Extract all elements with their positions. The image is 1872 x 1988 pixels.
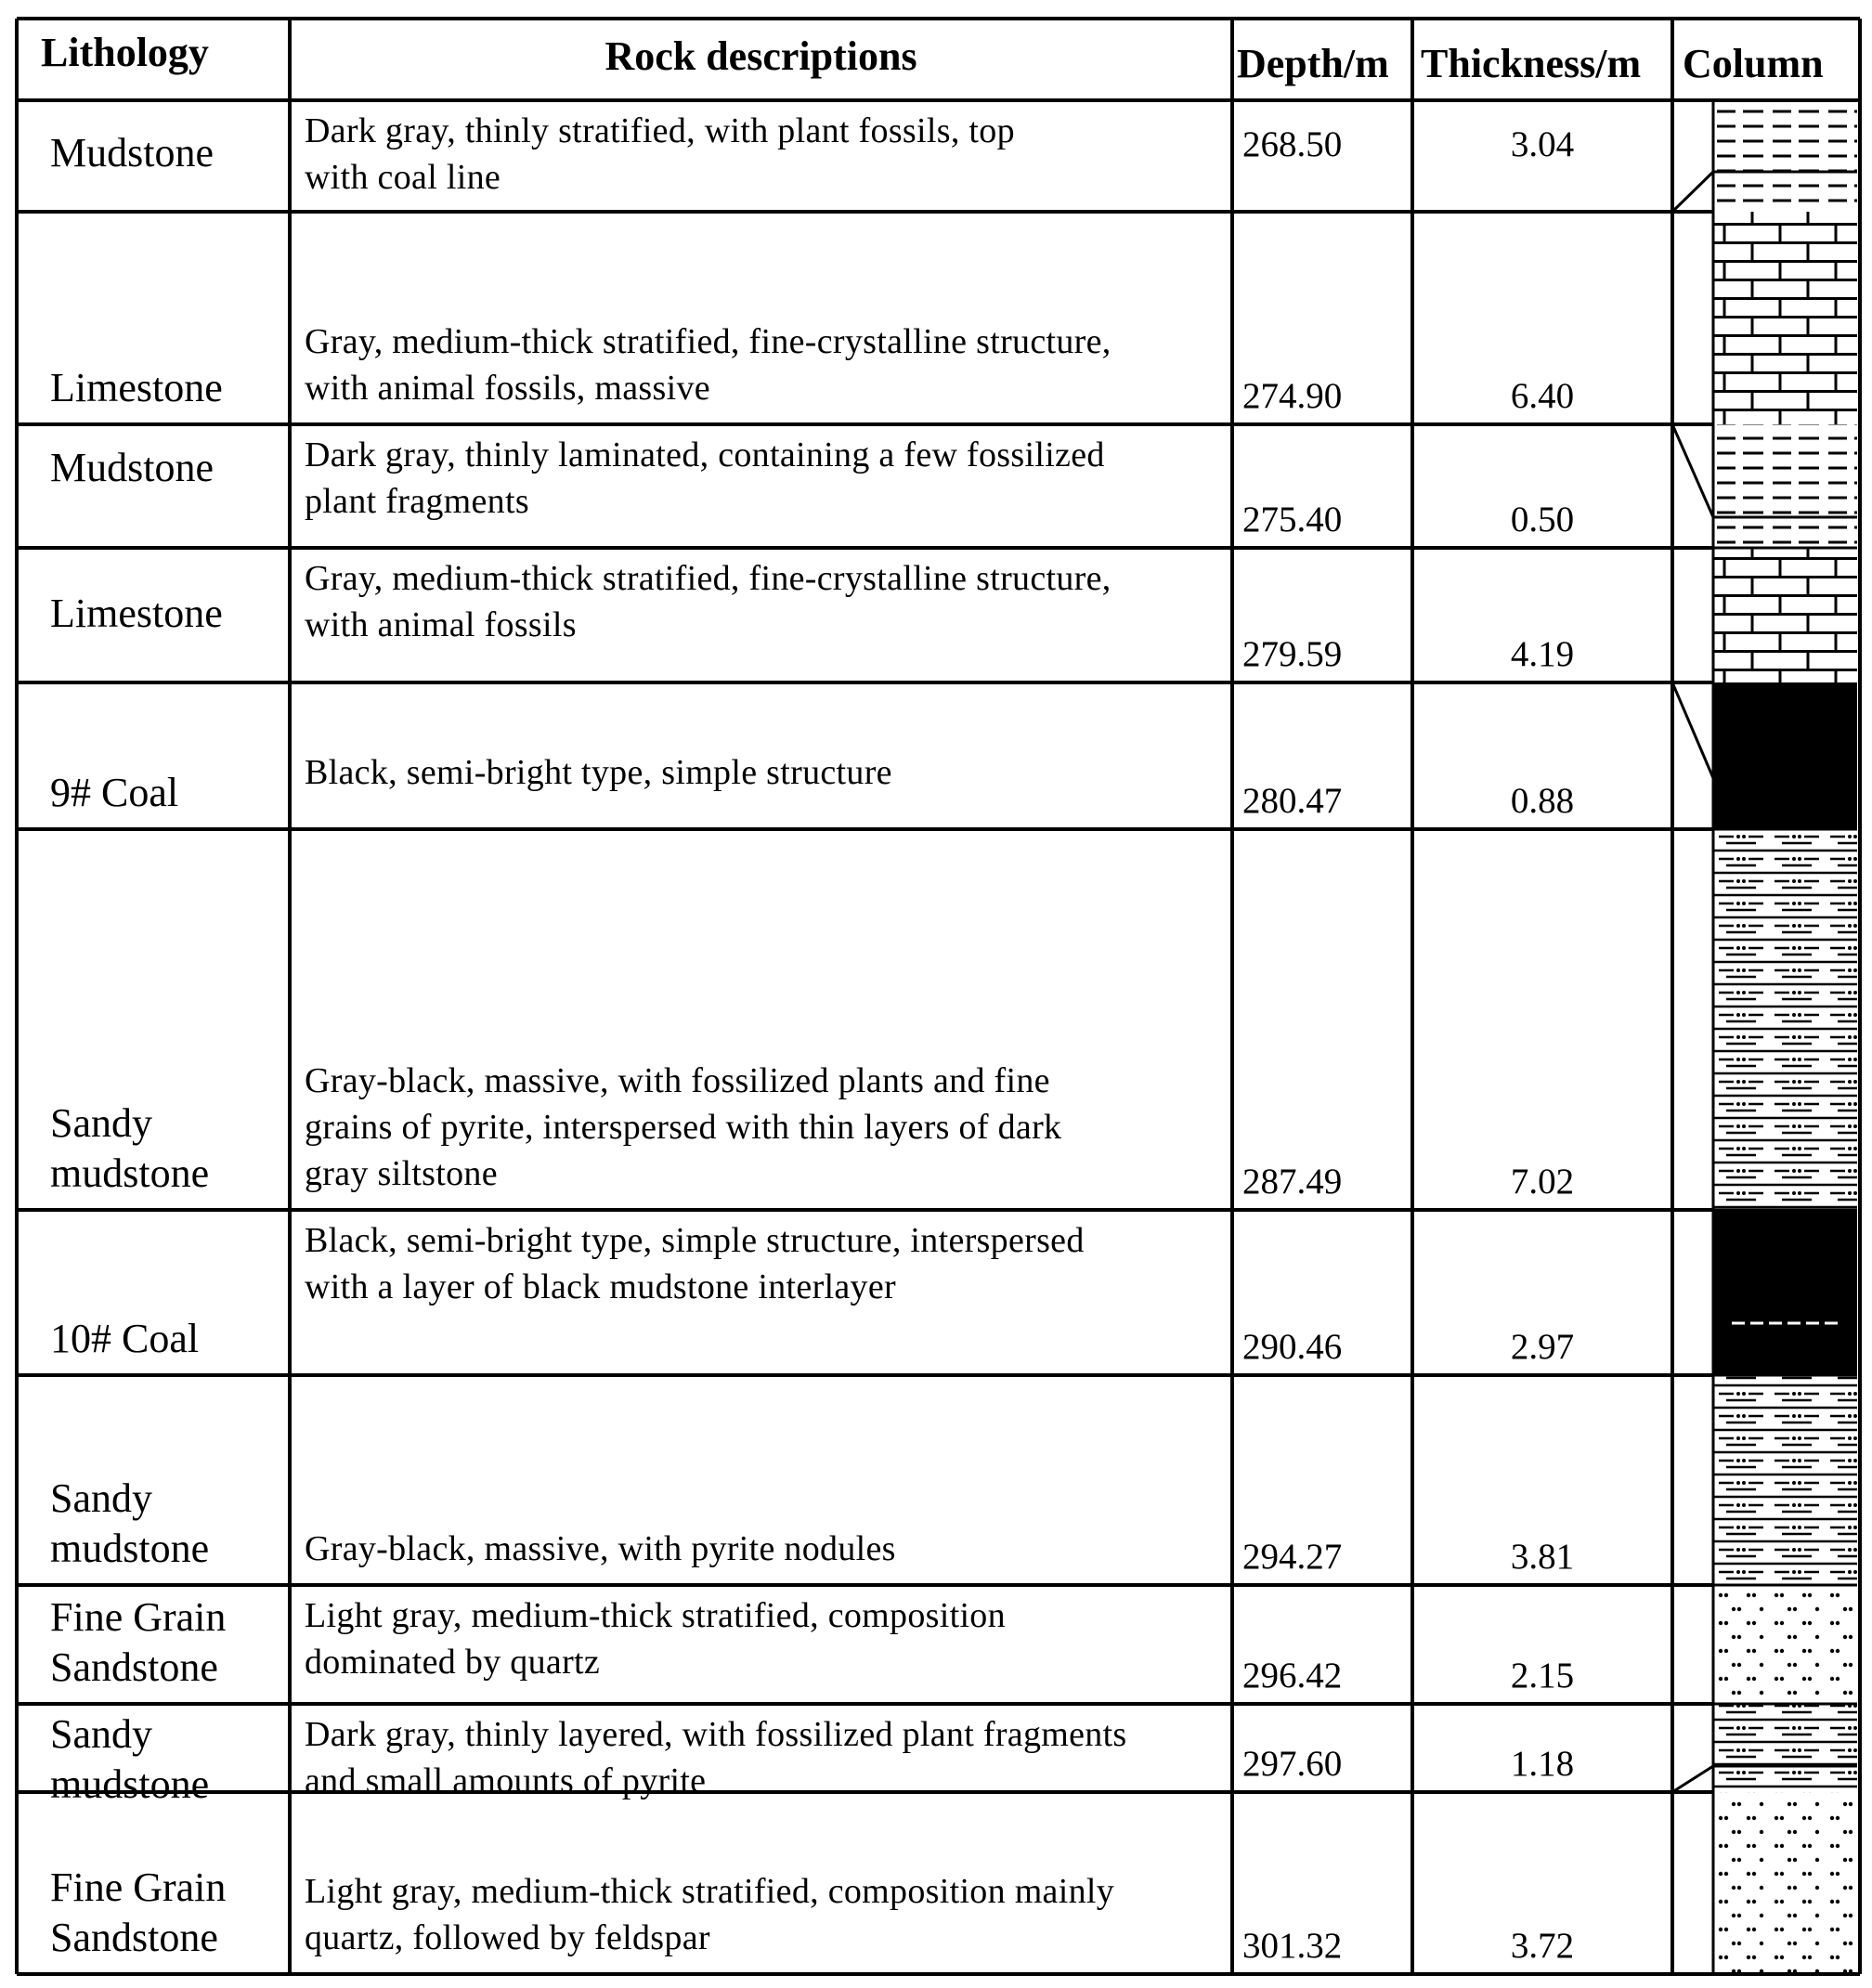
description-cell: Light gray, medium-thick stratified, composition mainly quartz, followed by feldspar (305, 1872, 1115, 1957)
thickness-cell: 7.02 (1510, 1162, 1575, 1202)
column-layer-coal (1713, 682, 1857, 829)
lithology-cell: Fine Grain Sandstone (50, 1865, 227, 1960)
depth-cell: 297.60 (1242, 1744, 1343, 1784)
header-depth: Depth/m (1237, 41, 1389, 86)
lithology-cell: Sandy mudstone (50, 1711, 210, 1807)
depth-cell: 301.32 (1242, 1926, 1343, 1966)
column-layer-fine-sandstone (1713, 1585, 1857, 1704)
thickness-cell: 0.50 (1510, 500, 1575, 539)
thickness-cell: 3.72 (1510, 1926, 1575, 1966)
column-layer-sandy-mudstone (1713, 1704, 1857, 1792)
depth-cell: 280.47 (1242, 781, 1343, 821)
thickness-cell: 3.04 (1510, 124, 1575, 164)
column-connector-line (1672, 424, 1713, 517)
column-layer-mudstone (1713, 424, 1857, 548)
column-connector-line (1672, 1766, 1713, 1792)
depth-cell: 287.49 (1242, 1162, 1343, 1202)
lithology-cell: Mudstone (50, 130, 214, 175)
thickness-cell: 2.15 (1510, 1656, 1575, 1696)
description-cell: Light gray, medium-thick stratified, composition dominated by quartz (305, 1596, 1006, 1682)
lithology-cell: Mudstone (50, 445, 214, 490)
lithology-cell: Sandy mudstone (50, 1100, 210, 1196)
description-cell: Dark gray, thinly laminated, containing a few fossilized plant fragments (305, 435, 1105, 521)
description-cell: Dark gray, thinly layered, with fossilized plant fragments and small amounts of pyrite (305, 1715, 1127, 1800)
column-layer-mudstone (1713, 100, 1857, 212)
lithology-cell: 9# Coal (50, 770, 179, 815)
thickness-cell: 2.97 (1510, 1327, 1575, 1367)
thickness-cell: 3.81 (1510, 1537, 1575, 1577)
description-cell: Gray-black, massive, with fossilized plants and fine grains of pyrite, interspersed with thin layers of dark gray siltstone (305, 1061, 1062, 1193)
header-column: Column (1683, 41, 1824, 86)
thickness-cell: 4.19 (1510, 634, 1575, 674)
lithology-cell: Limestone (50, 365, 223, 410)
description-cell: Gray-black, massive, with pyrite nodules (305, 1529, 896, 1568)
column-connector-line (1672, 682, 1713, 778)
column-layer-fine-sandstone (1713, 1792, 1857, 1974)
description-cell: Gray, medium-thick stratified, fine-crystalline structure, with animal fossils, massive (305, 322, 1112, 408)
lithology-cell: Fine Grain Sandstone (50, 1594, 227, 1690)
thickness-cell: 6.40 (1510, 376, 1575, 416)
header-rock-descriptions: Rock descriptions (604, 33, 917, 79)
depth-cell: 294.27 (1242, 1537, 1343, 1577)
lithology-cell: Sandy mudstone (50, 1475, 210, 1571)
description-cell: Black, semi-bright type, simple structure, interspersed with a layer of black mudstone interlayer (305, 1221, 1085, 1306)
depth-cell: 275.40 (1242, 500, 1343, 539)
depth-cell: 274.90 (1242, 376, 1343, 416)
thickness-cell: 0.88 (1510, 781, 1575, 821)
header-thickness: Thickness/m (1421, 41, 1642, 86)
thickness-cell: 1.18 (1510, 1744, 1575, 1784)
depth-cell: 290.46 (1242, 1327, 1343, 1367)
column-layer-limestone (1713, 212, 1857, 424)
column-layer-sandy-mudstone (1713, 1375, 1857, 1585)
description-cell: Dark gray, thinly stratified, with plant fossils, top with coal line (305, 111, 1015, 197)
lithology-cell: 10# Coal (50, 1316, 200, 1361)
depth-cell: 268.50 (1242, 124, 1343, 164)
lithology-cell: Limestone (50, 591, 223, 636)
depth-cell: 279.59 (1242, 634, 1343, 674)
description-cell: Black, semi-bright type, simple structure (305, 753, 892, 792)
column-layer-limestone (1713, 548, 1857, 682)
depth-cell: 296.42 (1242, 1656, 1343, 1696)
description-cell: Gray, medium-thick stratified, fine-crystalline structure, with animal fossils (305, 559, 1112, 644)
column-connector-line (1672, 172, 1713, 212)
column-layer-coal (1713, 1210, 1857, 1375)
column-layer-sandy-mudstone (1713, 829, 1857, 1210)
header-lithology: Lithology (41, 30, 209, 75)
